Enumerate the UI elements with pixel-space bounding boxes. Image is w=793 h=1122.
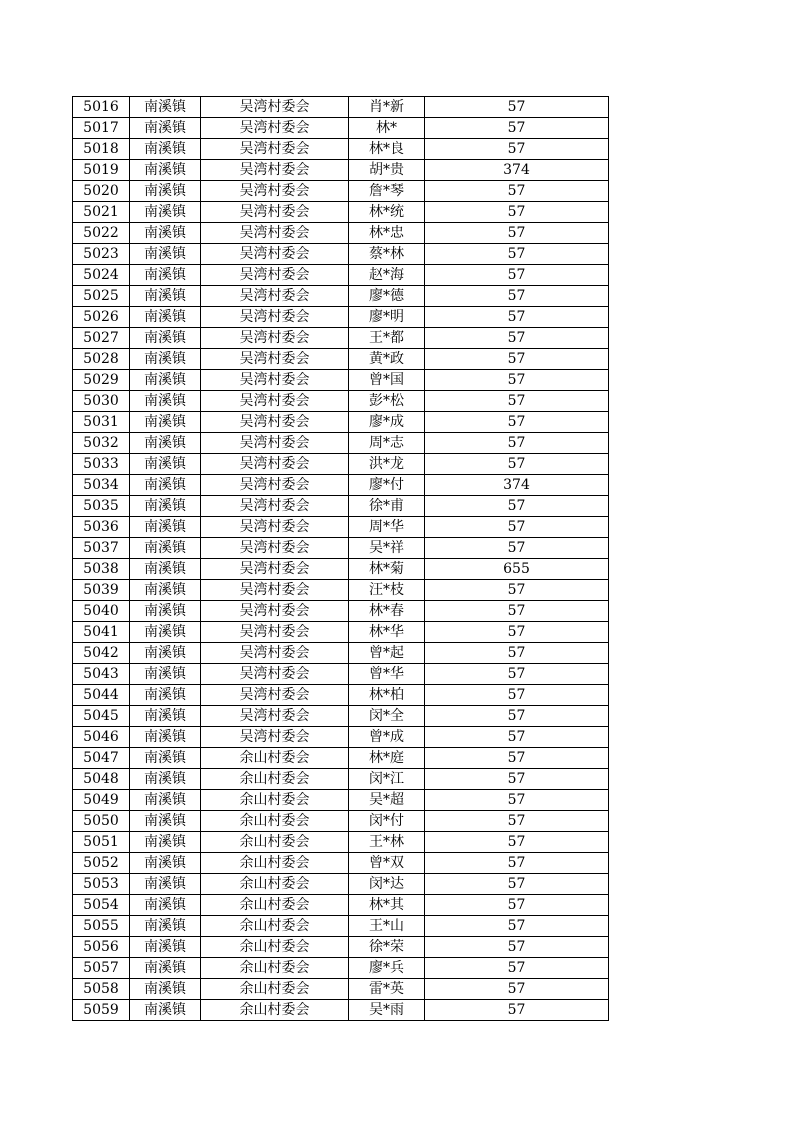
village-committee-cell: 吴湾村委会 bbox=[201, 223, 349, 244]
table-row bbox=[73, 160, 609, 181]
name-cell: 廖*德 bbox=[349, 286, 425, 307]
name-cell: 徐*荣 bbox=[349, 937, 425, 958]
amount-cell: 57 bbox=[425, 412, 609, 433]
town-cell: 南溪镇 bbox=[130, 643, 201, 664]
town-cell: 南溪镇 bbox=[130, 370, 201, 391]
amount-cell: 57 bbox=[425, 916, 609, 937]
table-row bbox=[73, 307, 609, 328]
name-cell: 林*华 bbox=[349, 622, 425, 643]
row-number-cell: 5042 bbox=[73, 643, 130, 664]
table-row bbox=[73, 286, 609, 307]
table-row bbox=[73, 643, 609, 664]
row-number-cell: 5023 bbox=[73, 244, 130, 265]
name-cell: 廖*兵 bbox=[349, 958, 425, 979]
row-number-cell: 5051 bbox=[73, 832, 130, 853]
village-committee-cell: 吴湾村委会 bbox=[201, 643, 349, 664]
row-number-cell: 5033 bbox=[73, 454, 130, 475]
name-cell: 林*菊 bbox=[349, 559, 425, 580]
table-row bbox=[73, 202, 609, 223]
name-cell: 吴*雨 bbox=[349, 1000, 425, 1021]
row-number-cell: 5031 bbox=[73, 412, 130, 433]
village-committee-cell: 吴湾村委会 bbox=[201, 517, 349, 538]
name-cell: 周*华 bbox=[349, 517, 425, 538]
table-row bbox=[73, 580, 609, 601]
village-committee-cell: 吴湾村委会 bbox=[201, 538, 349, 559]
row-number-cell: 5050 bbox=[73, 811, 130, 832]
village-committee-cell: 吴湾村委会 bbox=[201, 349, 349, 370]
row-number-cell: 5039 bbox=[73, 580, 130, 601]
village-committee-cell: 余山村委会 bbox=[201, 937, 349, 958]
village-committee-cell: 吴湾村委会 bbox=[201, 202, 349, 223]
row-number-cell: 5059 bbox=[73, 1000, 130, 1021]
village-committee-cell: 吴湾村委会 bbox=[201, 727, 349, 748]
row-number-cell: 5016 bbox=[73, 97, 130, 118]
name-cell: 林* bbox=[349, 118, 425, 139]
amount-cell: 57 bbox=[425, 811, 609, 832]
table-body bbox=[73, 97, 609, 1021]
town-cell: 南溪镇 bbox=[130, 118, 201, 139]
name-cell: 詹*琴 bbox=[349, 181, 425, 202]
row-number-cell: 5037 bbox=[73, 538, 130, 559]
row-number-cell: 5043 bbox=[73, 664, 130, 685]
name-cell: 闵*达 bbox=[349, 874, 425, 895]
amount-cell: 57 bbox=[425, 265, 609, 286]
row-number-cell: 5027 bbox=[73, 328, 130, 349]
name-cell: 周*志 bbox=[349, 433, 425, 454]
town-cell: 南溪镇 bbox=[130, 748, 201, 769]
row-number-cell: 5035 bbox=[73, 496, 130, 517]
row-number-cell: 5017 bbox=[73, 118, 130, 139]
name-cell: 曾*国 bbox=[349, 370, 425, 391]
amount-cell: 57 bbox=[425, 454, 609, 475]
town-cell: 南溪镇 bbox=[130, 265, 201, 286]
amount-cell: 57 bbox=[425, 139, 609, 160]
table-row bbox=[73, 622, 609, 643]
row-number-cell: 5054 bbox=[73, 895, 130, 916]
amount-cell: 57 bbox=[425, 664, 609, 685]
amount-cell: 57 bbox=[425, 685, 609, 706]
amount-cell: 57 bbox=[425, 832, 609, 853]
row-number-cell: 5026 bbox=[73, 307, 130, 328]
name-cell: 王*都 bbox=[349, 328, 425, 349]
amount-cell: 57 bbox=[425, 244, 609, 265]
data-table bbox=[72, 96, 609, 1021]
row-number-cell: 5028 bbox=[73, 349, 130, 370]
name-cell: 廖*付 bbox=[349, 475, 425, 496]
table-row bbox=[73, 916, 609, 937]
table-row bbox=[73, 139, 609, 160]
table-row bbox=[73, 706, 609, 727]
village-committee-cell: 余山村委会 bbox=[201, 832, 349, 853]
table-row bbox=[73, 370, 609, 391]
row-number-cell: 5056 bbox=[73, 937, 130, 958]
name-cell: 林*柏 bbox=[349, 685, 425, 706]
name-cell: 王*山 bbox=[349, 916, 425, 937]
row-number-cell: 5029 bbox=[73, 370, 130, 391]
table-row bbox=[73, 391, 609, 412]
town-cell: 南溪镇 bbox=[130, 538, 201, 559]
row-number-cell: 5019 bbox=[73, 160, 130, 181]
village-committee-cell: 吴湾村委会 bbox=[201, 433, 349, 454]
name-cell: 曾*双 bbox=[349, 853, 425, 874]
amount-cell: 57 bbox=[425, 706, 609, 727]
village-committee-cell: 吴湾村委会 bbox=[201, 286, 349, 307]
village-committee-cell: 余山村委会 bbox=[201, 790, 349, 811]
village-committee-cell: 吴湾村委会 bbox=[201, 160, 349, 181]
amount-cell: 57 bbox=[425, 328, 609, 349]
amount-cell: 57 bbox=[425, 790, 609, 811]
table-row bbox=[73, 223, 609, 244]
town-cell: 南溪镇 bbox=[130, 286, 201, 307]
row-number-cell: 5049 bbox=[73, 790, 130, 811]
table-row bbox=[73, 328, 609, 349]
table-row bbox=[73, 412, 609, 433]
amount-cell: 57 bbox=[425, 370, 609, 391]
amount-cell: 57 bbox=[425, 1000, 609, 1021]
row-number-cell: 5034 bbox=[73, 475, 130, 496]
name-cell: 闵*江 bbox=[349, 769, 425, 790]
name-cell: 林*忠 bbox=[349, 223, 425, 244]
amount-cell: 57 bbox=[425, 979, 609, 1000]
row-number-cell: 5030 bbox=[73, 391, 130, 412]
town-cell: 南溪镇 bbox=[130, 97, 201, 118]
town-cell: 南溪镇 bbox=[130, 811, 201, 832]
table-row bbox=[73, 958, 609, 979]
village-committee-cell: 吴湾村委会 bbox=[201, 580, 349, 601]
name-cell: 林*统 bbox=[349, 202, 425, 223]
village-committee-cell: 吴湾村委会 bbox=[201, 664, 349, 685]
name-cell: 林*庭 bbox=[349, 748, 425, 769]
town-cell: 南溪镇 bbox=[130, 454, 201, 475]
row-number-cell: 5052 bbox=[73, 853, 130, 874]
table-row bbox=[73, 874, 609, 895]
amount-cell: 57 bbox=[425, 622, 609, 643]
amount-cell: 57 bbox=[425, 433, 609, 454]
row-number-cell: 5055 bbox=[73, 916, 130, 937]
village-committee-cell: 吴湾村委会 bbox=[201, 685, 349, 706]
row-number-cell: 5058 bbox=[73, 979, 130, 1000]
village-committee-cell: 吴湾村委会 bbox=[201, 559, 349, 580]
village-committee-cell: 吴湾村委会 bbox=[201, 454, 349, 475]
village-committee-cell: 余山村委会 bbox=[201, 853, 349, 874]
row-number-cell: 5053 bbox=[73, 874, 130, 895]
village-committee-cell: 吴湾村委会 bbox=[201, 328, 349, 349]
table-row bbox=[73, 538, 609, 559]
row-number-cell: 5041 bbox=[73, 622, 130, 643]
table-row bbox=[73, 97, 609, 118]
table-row bbox=[73, 475, 609, 496]
table-row bbox=[73, 664, 609, 685]
town-cell: 南溪镇 bbox=[130, 895, 201, 916]
row-number-cell: 5046 bbox=[73, 727, 130, 748]
table-row bbox=[73, 895, 609, 916]
amount-cell: 57 bbox=[425, 307, 609, 328]
amount-cell: 57 bbox=[425, 727, 609, 748]
amount-cell: 57 bbox=[425, 874, 609, 895]
village-committee-cell: 吴湾村委会 bbox=[201, 475, 349, 496]
amount-cell: 57 bbox=[425, 643, 609, 664]
amount-cell: 57 bbox=[425, 118, 609, 139]
town-cell: 南溪镇 bbox=[130, 853, 201, 874]
name-cell: 王*林 bbox=[349, 832, 425, 853]
row-number-cell: 5036 bbox=[73, 517, 130, 538]
row-number-cell: 5040 bbox=[73, 601, 130, 622]
town-cell: 南溪镇 bbox=[130, 391, 201, 412]
town-cell: 南溪镇 bbox=[130, 1000, 201, 1021]
table-row bbox=[73, 979, 609, 1000]
village-committee-cell: 余山村委会 bbox=[201, 958, 349, 979]
town-cell: 南溪镇 bbox=[130, 202, 201, 223]
table-row bbox=[73, 832, 609, 853]
town-cell: 南溪镇 bbox=[130, 496, 201, 517]
table-row bbox=[73, 244, 609, 265]
name-cell: 胡*贵 bbox=[349, 160, 425, 181]
row-number-cell: 5048 bbox=[73, 769, 130, 790]
name-cell: 林*其 bbox=[349, 895, 425, 916]
town-cell: 南溪镇 bbox=[130, 349, 201, 370]
town-cell: 南溪镇 bbox=[130, 559, 201, 580]
amount-cell: 374 bbox=[425, 160, 609, 181]
town-cell: 南溪镇 bbox=[130, 874, 201, 895]
name-cell: 赵*海 bbox=[349, 265, 425, 286]
table-row bbox=[73, 790, 609, 811]
name-cell: 吴*祥 bbox=[349, 538, 425, 559]
amount-cell: 57 bbox=[425, 391, 609, 412]
village-committee-cell: 吴湾村委会 bbox=[201, 139, 349, 160]
table-row bbox=[73, 559, 609, 580]
name-cell: 肖*新 bbox=[349, 97, 425, 118]
table-row bbox=[73, 349, 609, 370]
table-row bbox=[73, 748, 609, 769]
village-committee-cell: 余山村委会 bbox=[201, 916, 349, 937]
amount-cell: 57 bbox=[425, 181, 609, 202]
name-cell: 林*春 bbox=[349, 601, 425, 622]
row-number-cell: 5020 bbox=[73, 181, 130, 202]
name-cell: 黄*政 bbox=[349, 349, 425, 370]
town-cell: 南溪镇 bbox=[130, 727, 201, 748]
village-committee-cell: 吴湾村委会 bbox=[201, 244, 349, 265]
table-row bbox=[73, 811, 609, 832]
town-cell: 南溪镇 bbox=[130, 328, 201, 349]
town-cell: 南溪镇 bbox=[130, 160, 201, 181]
name-cell: 闵*付 bbox=[349, 811, 425, 832]
town-cell: 南溪镇 bbox=[130, 139, 201, 160]
name-cell: 徐*甫 bbox=[349, 496, 425, 517]
row-number-cell: 5038 bbox=[73, 559, 130, 580]
amount-cell: 57 bbox=[425, 895, 609, 916]
table-row bbox=[73, 265, 609, 286]
row-number-cell: 5057 bbox=[73, 958, 130, 979]
name-cell: 廖*成 bbox=[349, 412, 425, 433]
amount-cell: 57 bbox=[425, 538, 609, 559]
name-cell: 蔡*林 bbox=[349, 244, 425, 265]
town-cell: 南溪镇 bbox=[130, 580, 201, 601]
town-cell: 南溪镇 bbox=[130, 244, 201, 265]
row-number-cell: 5044 bbox=[73, 685, 130, 706]
village-committee-cell: 余山村委会 bbox=[201, 769, 349, 790]
table-row bbox=[73, 727, 609, 748]
village-committee-cell: 吴湾村委会 bbox=[201, 706, 349, 727]
town-cell: 南溪镇 bbox=[130, 664, 201, 685]
table-row bbox=[73, 118, 609, 139]
village-committee-cell: 吴湾村委会 bbox=[201, 181, 349, 202]
village-committee-cell: 吴湾村委会 bbox=[201, 97, 349, 118]
table-row bbox=[73, 181, 609, 202]
row-number-cell: 5022 bbox=[73, 223, 130, 244]
table-row bbox=[73, 769, 609, 790]
name-cell: 曾*起 bbox=[349, 643, 425, 664]
amount-cell: 57 bbox=[425, 202, 609, 223]
village-committee-cell: 吴湾村委会 bbox=[201, 391, 349, 412]
table-row bbox=[73, 1000, 609, 1021]
amount-cell: 57 bbox=[425, 286, 609, 307]
village-committee-cell: 吴湾村委会 bbox=[201, 370, 349, 391]
amount-cell: 57 bbox=[425, 769, 609, 790]
town-cell: 南溪镇 bbox=[130, 181, 201, 202]
village-committee-cell: 余山村委会 bbox=[201, 1000, 349, 1021]
amount-cell: 57 bbox=[425, 853, 609, 874]
amount-cell: 374 bbox=[425, 475, 609, 496]
table-row bbox=[73, 454, 609, 475]
row-number-cell: 5025 bbox=[73, 286, 130, 307]
table-row bbox=[73, 685, 609, 706]
name-cell: 林*良 bbox=[349, 139, 425, 160]
village-committee-cell: 余山村委会 bbox=[201, 874, 349, 895]
name-cell: 曾*成 bbox=[349, 727, 425, 748]
village-committee-cell: 余山村委会 bbox=[201, 895, 349, 916]
amount-cell: 57 bbox=[425, 580, 609, 601]
amount-cell: 57 bbox=[425, 958, 609, 979]
town-cell: 南溪镇 bbox=[130, 958, 201, 979]
village-committee-cell: 吴湾村委会 bbox=[201, 412, 349, 433]
town-cell: 南溪镇 bbox=[130, 769, 201, 790]
table-row bbox=[73, 601, 609, 622]
village-committee-cell: 吴湾村委会 bbox=[201, 622, 349, 643]
row-number-cell: 5045 bbox=[73, 706, 130, 727]
town-cell: 南溪镇 bbox=[130, 412, 201, 433]
amount-cell: 57 bbox=[425, 517, 609, 538]
name-cell: 汪*枝 bbox=[349, 580, 425, 601]
name-cell: 吴*超 bbox=[349, 790, 425, 811]
table-row bbox=[73, 853, 609, 874]
village-committee-cell: 吴湾村委会 bbox=[201, 496, 349, 517]
name-cell: 洪*龙 bbox=[349, 454, 425, 475]
village-committee-cell: 吴湾村委会 bbox=[201, 601, 349, 622]
town-cell: 南溪镇 bbox=[130, 685, 201, 706]
amount-cell: 57 bbox=[425, 223, 609, 244]
table-row bbox=[73, 517, 609, 538]
amount-cell: 655 bbox=[425, 559, 609, 580]
town-cell: 南溪镇 bbox=[130, 433, 201, 454]
town-cell: 南溪镇 bbox=[130, 706, 201, 727]
table-row bbox=[73, 937, 609, 958]
table-row bbox=[73, 433, 609, 454]
name-cell: 廖*明 bbox=[349, 307, 425, 328]
village-committee-cell: 吴湾村委会 bbox=[201, 118, 349, 139]
amount-cell: 57 bbox=[425, 937, 609, 958]
town-cell: 南溪镇 bbox=[130, 307, 201, 328]
town-cell: 南溪镇 bbox=[130, 622, 201, 643]
village-committee-cell: 吴湾村委会 bbox=[201, 265, 349, 286]
amount-cell: 57 bbox=[425, 748, 609, 769]
name-cell: 曾*华 bbox=[349, 664, 425, 685]
town-cell: 南溪镇 bbox=[130, 475, 201, 496]
town-cell: 南溪镇 bbox=[130, 832, 201, 853]
village-committee-cell: 余山村委会 bbox=[201, 748, 349, 769]
town-cell: 南溪镇 bbox=[130, 601, 201, 622]
town-cell: 南溪镇 bbox=[130, 517, 201, 538]
row-number-cell: 5047 bbox=[73, 748, 130, 769]
amount-cell: 57 bbox=[425, 496, 609, 517]
name-cell: 闵*全 bbox=[349, 706, 425, 727]
table-row bbox=[73, 496, 609, 517]
village-committee-cell: 余山村委会 bbox=[201, 979, 349, 1000]
town-cell: 南溪镇 bbox=[130, 937, 201, 958]
amount-cell: 57 bbox=[425, 97, 609, 118]
row-number-cell: 5021 bbox=[73, 202, 130, 223]
town-cell: 南溪镇 bbox=[130, 916, 201, 937]
name-cell: 雷*英 bbox=[349, 979, 425, 1000]
town-cell: 南溪镇 bbox=[130, 223, 201, 244]
row-number-cell: 5024 bbox=[73, 265, 130, 286]
row-number-cell: 5032 bbox=[73, 433, 130, 454]
name-cell: 彭*松 bbox=[349, 391, 425, 412]
row-number-cell: 5018 bbox=[73, 139, 130, 160]
amount-cell: 57 bbox=[425, 601, 609, 622]
town-cell: 南溪镇 bbox=[130, 979, 201, 1000]
town-cell: 南溪镇 bbox=[130, 790, 201, 811]
village-committee-cell: 吴湾村委会 bbox=[201, 307, 349, 328]
village-committee-cell: 余山村委会 bbox=[201, 811, 349, 832]
amount-cell: 57 bbox=[425, 349, 609, 370]
